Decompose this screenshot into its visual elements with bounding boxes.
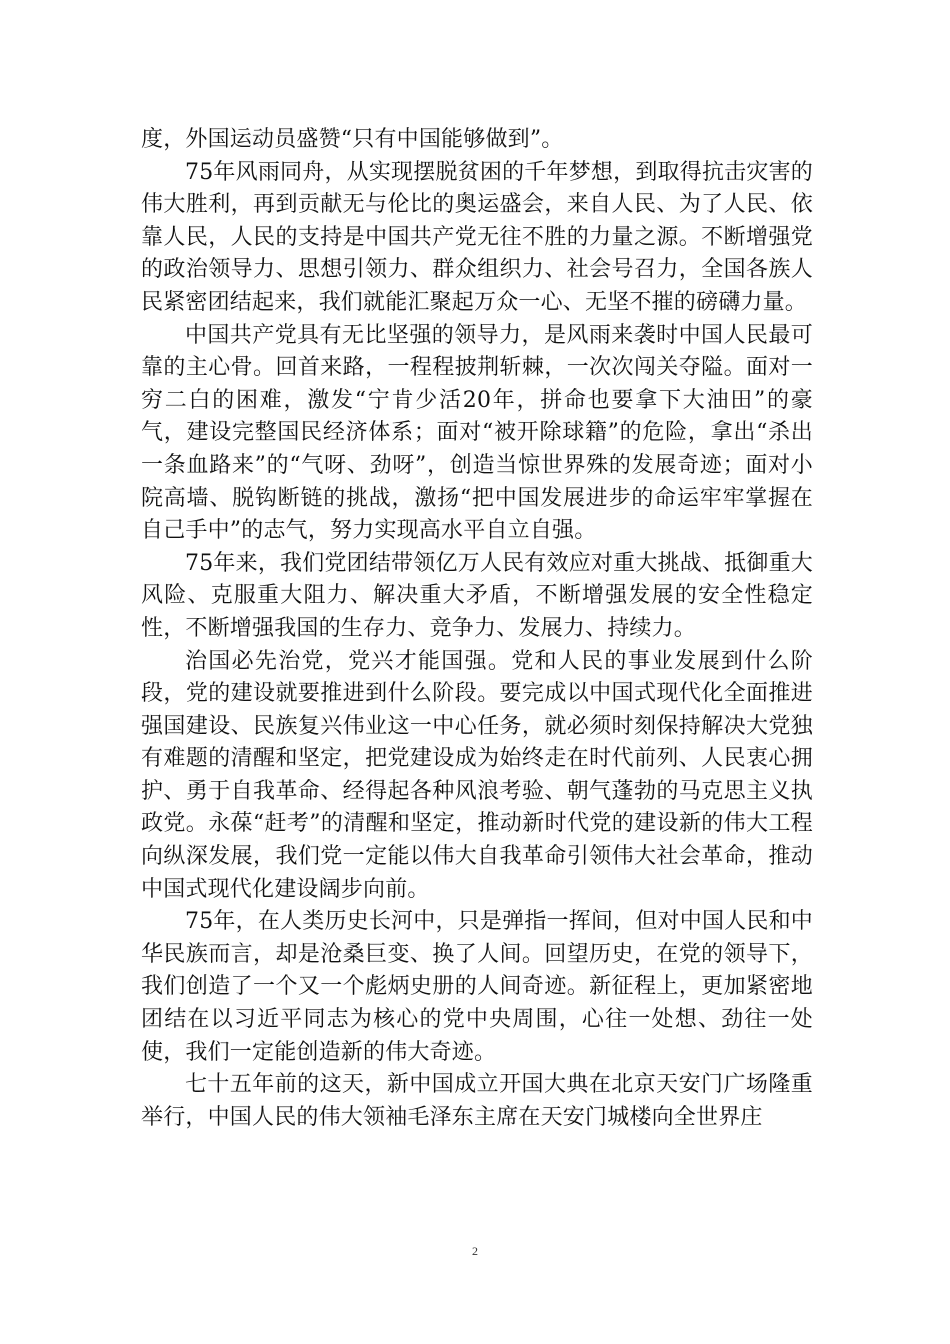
paragraph-leadership: 中国共产党具有无比坚强的领导力，是风雨来袭时中国人民最可靠的主心骨。回首来路，一程程披荆斩棘，一次次闯关夺隘。面对一穷二白的困难，激发“宁肯少活20年，拼命也要拿下大油田”的豪气，建设完整国民经济体系；面对“被开除球籍”的危险，拿出“杀出一条血路来”的“气呀、劲呀”，创造当惊世界殊的发展奇迹；面对小院高墙、脱钩断链的挑战，激扬“把中国发展进步的命运牢牢掌握在自己手中”的志气，努力实现高水平自立自强。: [141, 322, 813, 544]
paragraph-founding-ceremony: 七十五年前的这天，新中国成立开国大典在北京天安门广场隆重举行，中国人民的伟大领袖毛泽东主席在天安门城楼向全世界庄: [141, 1072, 813, 1130]
paragraph-75-years-together: 75年风雨同舟，从实现摆脱贫困的千年梦想，到取得抗击灾害的伟大胜利，再到贡献无与伦比的奥运盛会，来自人民、为了人民、依靠人民，人民的支持是中国共产党无往不胜的力量之源。不断增强党的政治领导力、思想引领力、群众组织力、社会号召力，全国各族人民紧密团结起来，我们就能汇聚起万众一心、无坚不摧的磅礴力量。: [141, 159, 813, 315]
paragraph-75-years-challenges: 75年来，我们党团结带领亿万人民有效应对重大挑战、抵御重大风险、克服重大阻力、解决重大矛盾，不断增强发展的安全性稳定性，不断增强我国的生存力、竞争力、发展力、持续力。: [141, 550, 813, 641]
body-text: [141, 124, 813, 1134]
paragraph-party-building: 治国必先治党，党兴才能国强。党和人民的事业发展到什么阶段，党的建设就要推进到什么阶段。要完成以中国式现代化全面推进强国建设、民族复兴伟业这一中心任务，就必须时刻保持解决大党独有难题的清醒和坚定，把党建设成为始终走在时代前列、人民衷心拥护、勇于自我革命、经得起各种风浪考验、朝气蓬勃的马克思主义执政党。永葆“赶考”的清醒和坚定，推动新时代党的建设新的伟大工程向纵深发展，我们党一定能以伟大自我革命引领伟大社会革命，推动中国式现代化建设阔步向前。: [141, 648, 813, 902]
paragraph-continuation: 度，外国运动员盛赞“只有中国能够做到”。: [141, 127, 564, 152]
page-number: 2: [472, 1244, 478, 1258]
paragraph-history: 75年，在人类历史长河中，只是弹指一挥间，但对中国人民和中华民族而言，却是沧桑巨变、换了人间。回望历史，在党的领导下，我们创造了一个又一个彪炳史册的人间奇迹。新征程上，更加紧密地团结在以习近平同志为核心的党中央周围，心往一处想、劲往一处使，我们一定能创造新的伟大奇迹。: [141, 909, 813, 1065]
